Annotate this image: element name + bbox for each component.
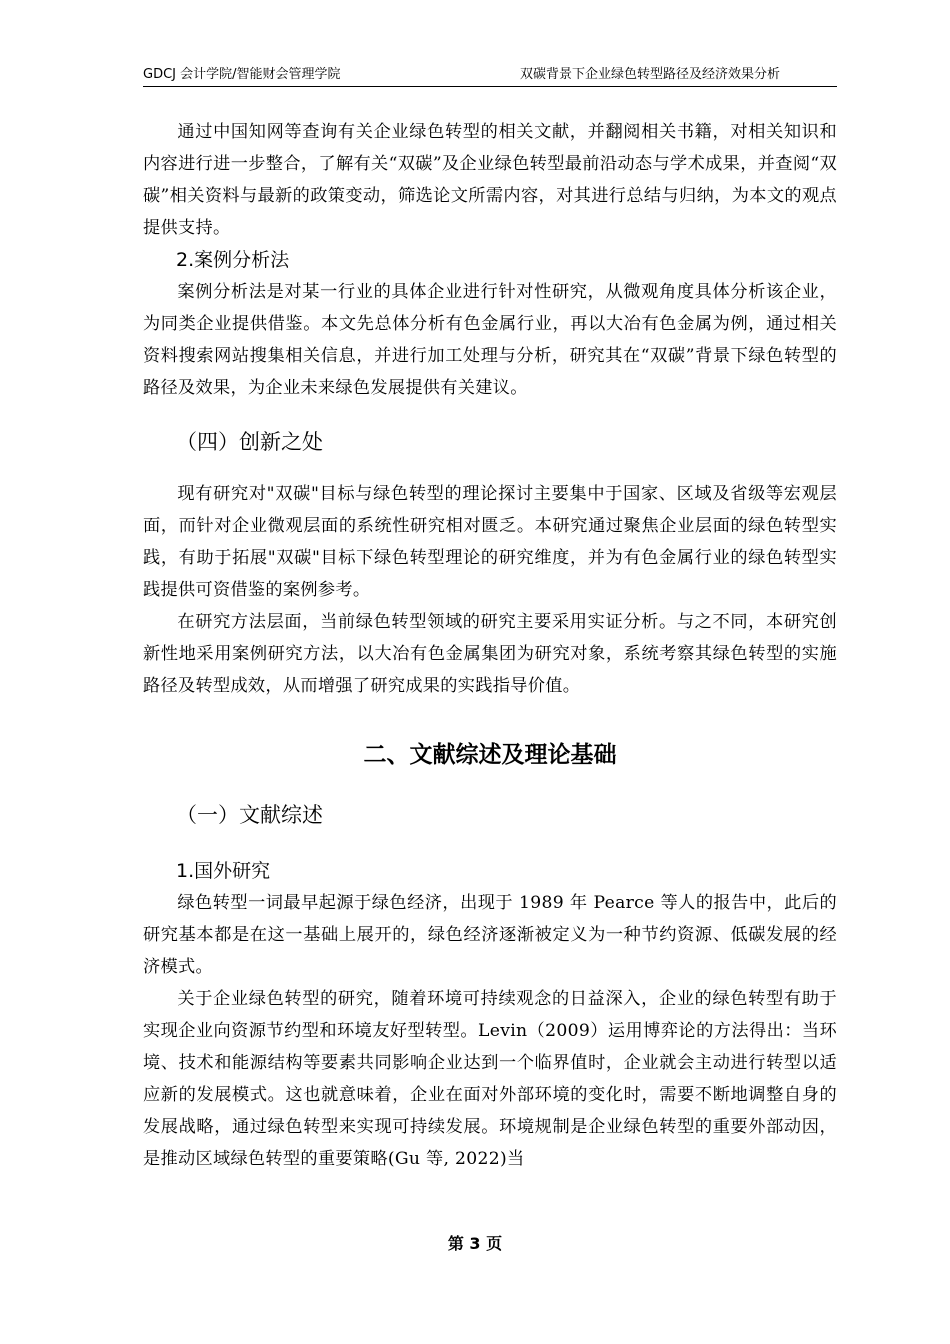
paragraph-foreign-research-1: 绿色转型一词最早起源于绿色经济，出现于 1989 年 Pearce 等人的报告中，此后的研究基本都是在这一基础上展开的，绿色经济逐渐被定义为一种节约资源、低碳发展的经济模式。 [143, 893, 837, 977]
paragraph-innovation-1: 现有研究对"双碳"目标与绿色转型的理论探讨主要集中于国家、区域及省级等宏观层面，而针对企业微观层面的系统性研究相对匮乏。本研究通过聚焦企业层面的绿色转型实践，有助于拓展"双碳"目标下绿色转型理论的研究维度，并为有色金属行业的绿色转型实践提供可资借鉴的案例参考。 [143, 484, 837, 600]
section-innovation-title: （四）创新之处 [176, 430, 323, 454]
subheading-case-analysis: 2.案例分析法 [176, 249, 290, 271]
section-literature-review-title: （一）文献综述 [176, 803, 323, 827]
paragraph-innovation-2: 在研究方法层面，当前绿色转型领域的研究主要采用实证分析。与之不同，本研究创新性地采用案例研究方法，以大冶有色金属集团为研究对象，系统考察其绿色转型的实施路径及转型成效，从而增强了研究成果的实践指导价值。 [143, 612, 837, 696]
page-content [143, 116, 837, 1175]
header-right: 双碳背景下企业绿色转型路径及经济效果分析 [519, 67, 780, 82]
header-rule [143, 86, 837, 87]
paragraph-foreign-research-2: 关于企业绿色转型的研究，随着环境可持续观念的日益深入，企业的绿色转型有助于实现企业向资源节约型和环境友好型转型。Levin（2009）运用博弈论的方法得出：当环境、技术和能源结构等要素共同影响企业达到一个临界值时，企业就会主动进行转型以适应新的发展模式。这也就意味着，企业在面对外部环境的变化时，需要不断地调整自身的发展战略，通过绿色转型来实现可持续发展。环境规制是企业绿色转型的重要外部动因，是推动区域绿色转型的重要策略(Gu 等, 2022)当 [143, 989, 837, 1169]
paragraph-case-analysis: 案例分析法是对某一行业的具体企业进行针对性研究，从微观角度具体分析该企业，为同类企业提供借鉴。本文先总体分析有色金属行业，再以大冶有色金属为例，通过相关资料搜索网站搜集相关信息，并进行加工处理与分析，研究其在“双碳”背景下绿色转型的路径及效果，为企业未来绿色发展提供有关建议。 [143, 282, 837, 398]
chapter-2-title: 二、文献综述及理论基础 [363, 742, 617, 768]
paragraph-literature-method: 通过中国知网等查询有关企业绿色转型的相关文献，并翻阅相关书籍，对相关知识和内容进行进一步整合，了解有关“双碳”及企业绿色转型最前沿动态与学术成果，并查阅“双碳”相关资料与最新的政策变动，筛选论文所需内容，对其进行总结与归纳，为本文的观点提供支持。 [143, 122, 837, 238]
header-left: GDCJ 会计学院/智能财会管理学院 [143, 67, 341, 82]
page-number: 第 3 页 [447, 1234, 503, 1253]
subheading-foreign-research: 1.国外研究 [176, 860, 271, 882]
